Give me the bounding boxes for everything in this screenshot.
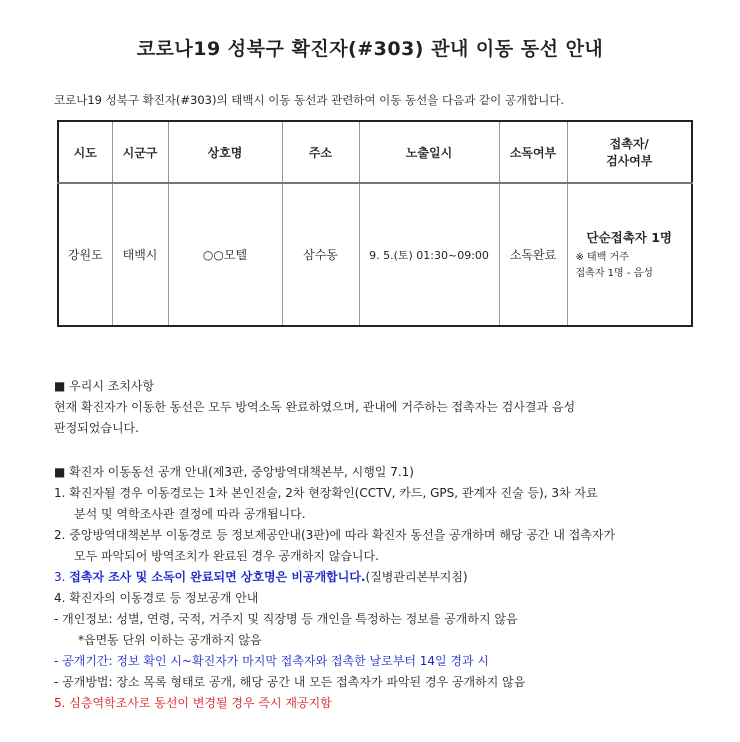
cell-time: 9. 5.(토) 01:30~09:00 — [359, 183, 499, 326]
section2-heading: ■ 확진자 이동동선 공개 안내(제3판, 중앙방역대책본부, 시행일 7.1) — [54, 465, 414, 479]
table-row — [58, 183, 692, 326]
table-header-row — [58, 121, 692, 183]
section1-heading: ■ 우리시 조치사항 — [54, 379, 155, 393]
route-table — [57, 120, 693, 327]
cell-sido: 강원도 — [58, 183, 112, 326]
page-title: 코로나19 성북구 확진자(#303) 관내 이동 동선 안내 — [136, 38, 604, 60]
header-time: 노출일시 — [359, 121, 499, 183]
item-5-num: 5. — [54, 696, 70, 710]
intro-text: 코로나19 성북구 확진자(#303)의 태백시 이동 동선과 관련하여 이동 동선을 다음과 같이 공개합니다. — [54, 93, 565, 107]
section-city-actions — [54, 376, 694, 439]
header-contact-line2: 검사여부 — [606, 154, 653, 168]
contact-sub-2: 접촉자 1명 - 음성 — [575, 267, 653, 279]
item-1b: 분석 및 역학조사관 결정에 따라 공개됩니다. — [74, 507, 306, 521]
cell-disinfect: 소독완료 — [499, 183, 567, 326]
section-disclosure-guide — [54, 462, 694, 714]
item-4: 4. 확진자의 이동경로 등 정보공개 안내 — [54, 591, 259, 605]
header-sido: 시도 — [58, 121, 112, 183]
cell-sigungu: 태백시 — [112, 183, 168, 326]
contact-main: 단순접촉자 1명 — [586, 229, 672, 245]
item-1a: 1. 확진자될 경우 이동경로는 1차 본인진술, 2차 현장확인(CCTV, 카드, GPS, 관계자 진술 등), 3차 자료 — [54, 486, 598, 500]
dash-2: - 공개기간: 정보 확인 시~확진자가 마지막 접촉자와 접촉한 날로부터 14일 경과 시 — [54, 654, 490, 668]
dash-3: - 공개방법: 장소 목록 형태로 공개, 해당 공간 내 모든 접촉자가 파악된 경우 공개하지 않음 — [54, 675, 526, 689]
item-3-num: 3. — [54, 570, 70, 584]
dash-1: - 개인정보: 성별, 연령, 국적, 거주지 및 직장명 등 개인을 특정하는 정보를 공개하지 않음 — [54, 612, 518, 626]
section1-line1: 현재 확진자가 이동한 동선은 모두 방역소독 완료하였으며, 관내에 거주하는 접촉자는 검사결과 음성 — [54, 400, 576, 414]
header-address: 주소 — [282, 121, 359, 183]
cell-address: 삼수동 — [282, 183, 359, 326]
item-3-bold: 접촉자 조사 및 소독이 완료되면 상호명은 비공개합니다. — [69, 570, 366, 584]
item-3 — [54, 567, 694, 588]
dash-1-note: *읍면동 단위 이하는 공개하지 않음 — [78, 633, 262, 647]
header-disinfect: 소독여부 — [499, 121, 567, 183]
header-contact — [567, 121, 692, 183]
item-3-tail: (질병관리본부지침) — [365, 570, 468, 584]
header-sigungu: 시군구 — [112, 121, 168, 183]
header-name: 상호명 — [168, 121, 282, 183]
cell-name: ○○모텔 — [168, 183, 282, 326]
section1-line2: 판정되었습니다. — [54, 421, 139, 435]
header-contact-line1: 접촉자/ — [609, 137, 649, 151]
cell-contact — [567, 183, 692, 326]
item-2b: 모두 파악되어 방역조치가 완료된 경우 공개하지 않습니다. — [74, 549, 379, 563]
item-5-text: 심층역학조사로 동선이 변경될 경우 즉시 재공지함 — [69, 696, 332, 710]
contact-sub-1: ※ 태백 거주 — [575, 251, 629, 263]
item-5 — [54, 693, 694, 714]
item-2a: 2. 중앙방역대책본부 이동경로 등 정보제공안내(3판)에 따라 확진자 동선을 공개하며 해당 공간 내 접촉자가 — [54, 528, 616, 542]
